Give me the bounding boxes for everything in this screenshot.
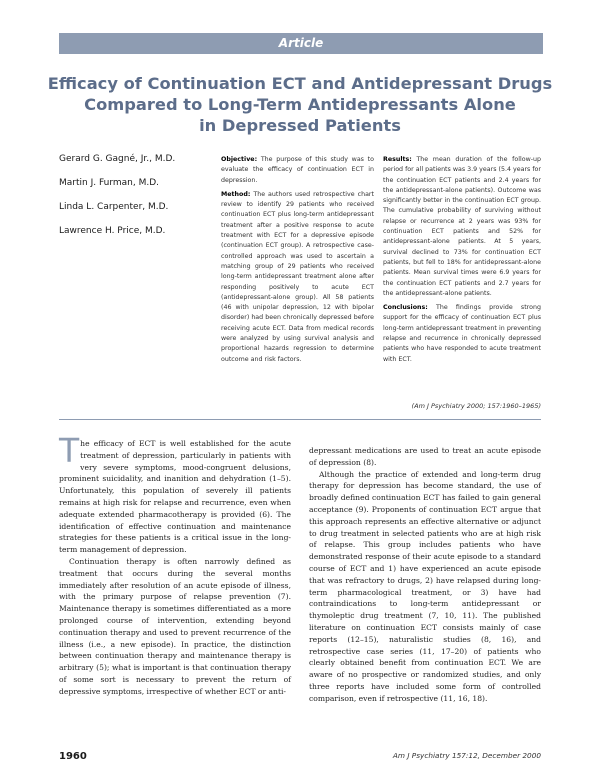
section-banner: Article	[59, 33, 543, 54]
body-paragraph: Although the practice of extended and long-term drug therapy for depression has become standard, the use of broadly defined continuation ECT has failed to gain general acceptance (9). Proponents of continuation ECT argue that this approach represents an effective alternative or adjunct to drug treatment in selected patients who are at high risk of relapse. This group includes patients who have demonstrated response of their acute episode to a standard course of ECT and 1) have experienced an acute episode that was refractory to drugs, 2) have relapsed during long-term pharmacological treatment, or 3) have had contraindications to long-term antidepressant or thymoleptic drug treatment (7, 10, 11). The published literature on continuation ECT consists mainly of case reports (12–15), naturalistic studies (8, 16), and retrospective case series (11, 17–20) of patients who clearly obtained benefit from continuation ECT. We are aware of no prospective or randomized studies, and only three reports have included some form of controlled comparison, even if retrospective (11, 16, 18).	[309, 469, 541, 703]
body-column-2	[309, 445, 541, 705]
paragraph-text: he efficacy of ECT is well established for the acute treatment of depression, particularly in patients with very severe symptoms, mood-congruent delusions, prominent suicidality, and inanition and dehydration (1–5). Unfortunately, this population of severely ill patients remains at high risk for relapse and recurrence, even when adequate extended pharmacotherapy is provided (6). The identification of effective continuation and maintenance strategies for these patients is a critical issue in the long-term management of depression.	[59, 439, 291, 555]
body-paragraph: Continuation therapy is often narrowly defined as treatment that occurs during the several months immediately after resolution of an acute episode of illness, with the primary purpose of relapse prevention (7). Maintenance therapy is sometimes differentiated as a more prolonged course of intervention, extending beyond continuation therapy and used to prevent recurrence of the illness (i.e., a new episode). In practice, the distinction between continuation therapy and maintenance therapy is arbitrary (5); what is important is that continuation therapy of some sort is necessary to prevent the return of depressive symptoms, irrespective of whether ECT or anti-	[59, 556, 291, 696]
results-text: The mean duration of the follow-up period for all patients was 3.9 years (5.4 years for the continuation ECT patients and 2.4 years for the antidepressant-alone patients). Outcome was significantly better in the continuation ECT group. The cumulative probability of surviving without relapse or recurrence at 2 years was 93% for continuation ECT patients and 52% for antidepressant-alone patients. At 5 years, survival declined to 73% for continuation ECT patients, but fell to 18% for antidepressant-alone patients. Mean survival times were 6.9 years for the continuation ECT patients and 2.7 years for the antidepressant-alone patients.	[383, 156, 541, 297]
body-paragraph: depressant medications are used to treat an acute episode of depression (8).	[309, 446, 541, 467]
page-number: 1960	[59, 751, 87, 762]
results-label: Results:	[383, 156, 412, 163]
author: Gerard G. Gagné, Jr., M.D.	[59, 154, 176, 164]
title-line: Efficacy of Continuation ECT and Antidepressant Drugs	[47, 74, 553, 93]
journal-footer: Am J Psychiatry 157:12, December 2000	[392, 751, 541, 760]
method-label: Method:	[221, 190, 251, 198]
abstract-column-1	[221, 155, 374, 369]
title-line: Compared to Long-Term Antidepressants Alone	[84, 95, 516, 114]
body-column-1	[59, 431, 291, 698]
title-line: in Depressed Patients	[199, 116, 401, 135]
author: Martin J. Furman, M.D.	[59, 178, 160, 188]
article-title	[40, 73, 560, 136]
author: Lawrence H. Price, M.D.	[59, 226, 166, 236]
conclusions-text: The findings provide strong support for the efficacy of continuation ECT plus long-term antidepressant treatment in preventing relapse and recurrence in chronically depressed patients who have responded to acute treatment with ECT.	[383, 304, 541, 363]
journal-citation: (Am J Psychiatry 2000; 157:1960–1965)	[411, 402, 541, 410]
objective-label: Objective:	[221, 156, 258, 163]
objective-text: The purpose of this study was to evaluate the efficacy of continuation ECT in depression.	[221, 156, 374, 184]
body-paragraph	[59, 431, 291, 556]
abstract-column-2	[383, 155, 541, 369]
abstract-results	[383, 155, 541, 299]
author-list	[59, 153, 214, 249]
divider	[59, 419, 541, 420]
abstract-conclusions	[383, 303, 541, 365]
conclusions-label: Conclusions:	[383, 304, 428, 312]
drop-cap: T	[59, 431, 80, 470]
author: Linda L. Carpenter, M.D.	[59, 202, 169, 212]
abstract-method	[221, 190, 374, 365]
abstract-objective	[221, 155, 374, 186]
method-text: The authors used retrospective chart review to identify 29 patients who received continuation ECT plus long-term antidepressant treatment after a positive response to acute treatment with ECT for a depressive episode (continuation ECT group). A retrospective case-controlled approach was used to ascertain a matching group of 29 patients who received long-term antidepressant treatment alone after responding positively to acute ECT (antidepressant-alone group). All 58 patients (46 with unipolar depression, 12 with bipolar disorder) had been chronically depressed before receiving acute ECT. Data from medical records were analyzed by using survival analysis and proportional hazards regression to determine outcome and risk factors.	[221, 190, 374, 363]
